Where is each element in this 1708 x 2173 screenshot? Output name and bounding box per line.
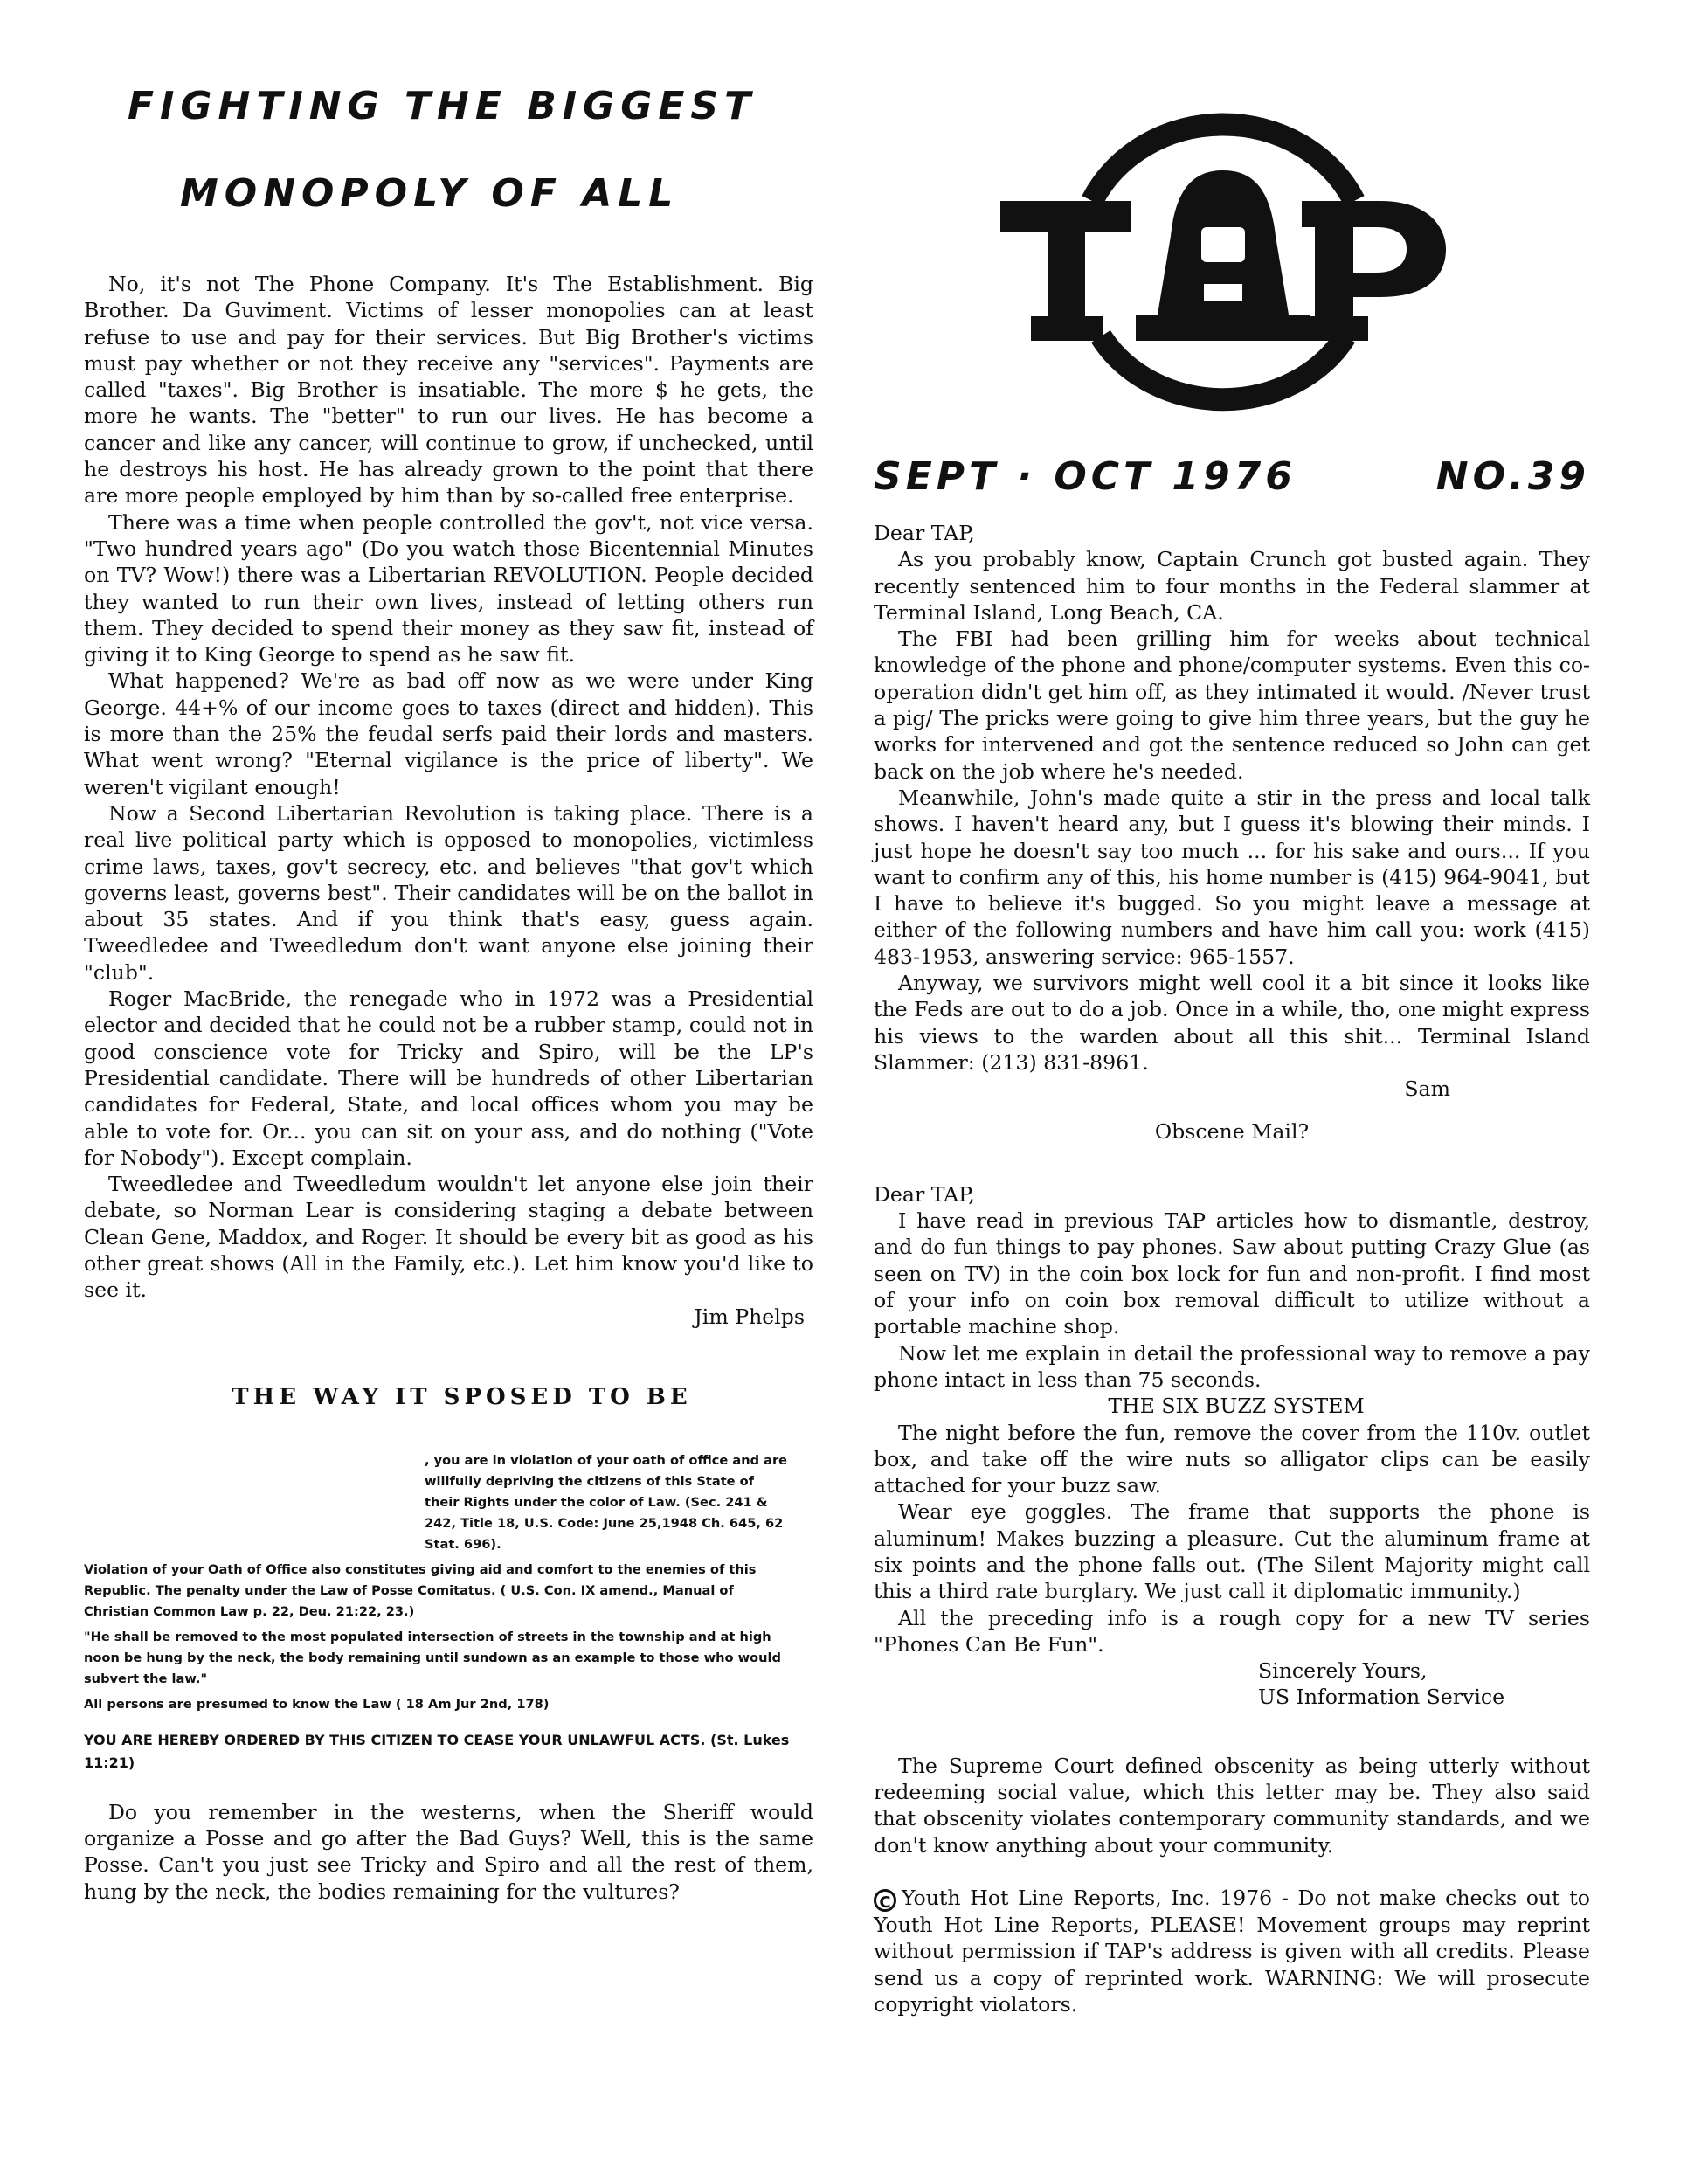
letter1-signature: Sam [1404,1076,1450,1102]
letter2-closing-name: US Information Service [1258,1685,1505,1710]
letter1-paragraph: As you probably know, Captain Crunch got busted again. They recently sentenced him to four months in the Federal slammer at Terminal Island, Long Beach, CA. [874,547,1590,625]
headline-line-2: MONOPOLY OF ALL [180,171,680,216]
six-buzz-system-title: THE SIX BUZZ SYSTEM [1108,1394,1365,1419]
copyright-notice [874,1885,1590,2017]
article-paragraph: There was a time when people controlled the gov't, not vice versa. "Two hundred years ago" (Do you watch those Bicentennial Minutes on TV? Wow!) there was a Libertarian REVOLUTION. People decided they wanted to run their own lives, instead of letting others run them. They decided to spend their money as they saw fit, instead of giving it to King George to spend as he saw fit. [84,509,813,668]
letter1-salutation: Dear TAP, [874,521,975,545]
left-column [84,84,813,1905]
letter2-title: Obscene Mail? [1154,1118,1310,1144]
legal-notice [84,1450,792,1775]
logo-arc-bottom [1101,336,1345,399]
letter2-paragraph: Now let me explain in detail the professional way to remove a pay phone intact in less than 75 seconds. [874,1340,1590,1392]
letter2-closing: Sincerely Yours, [1258,1658,1428,1684]
article-paragraph: Now a Second Libertarian Revolution is taking place. There is a real live political party which is opposed to monopolies, victimless crime laws, taxes, gov't secrecy, etc. and believes "that gov't which governs least, governs best". Their candidates will be on the ballot in about 35 states. And if you think that's easy, guess again. Tweedledee and Tweedledum don't want anyone else joining their "club". [84,800,813,985]
letter1-paragraph: Anyway, we survivors might well cool it a bit since it looks like the Feds are out to do a job. Once in a while, tho, one might express his views to the warden about all this shit... Terminal Island Slammer: (213) 831-8961. [874,971,1590,1075]
letter1-paragraph: The FBI had been grilling him for weeks about technical knowledge of the phone and phone/computer systems. Even this co-operation didn't get him off, as they intimated it would. /Never trust a pig/ The pricks were going to give him three years, but the guy he works for intervened and got the sentence reduced so John can get back on the job where he's needed. [874,626,1590,784]
article-paragraph: No, it's not The Phone Company. It's The Establishment. Big Brother. Da Guviment. Victims of lesser monopolies can at least refuse to use and pay for their services. But Big Brother's victims must pay whether or not they receive any "services". Payments are called "taxes". Big Brother is insatiable. The more $ he gets, the more he wants. The "better" to run our lives. He has become a cancer and like any cancer, will continue to grow, if unchecked, until he destroys his host. He has already grown to the point that there are more people employed by him than by so-called free enterprise. [84,272,813,509]
headline-line-1: FIGHTING THE BIGGEST [128,84,757,128]
tap-logo [996,87,1450,437]
copyright-icon: C [874,1889,896,1912]
letters-section [874,520,1590,2017]
article-posse [84,1799,813,1905]
notice-order: YOU ARE HEREBY ORDERED BY THIS CITIZEN TO CEASE YOUR UNLAWFUL ACTS. (St. Lukes 11:21) [84,1731,790,1771]
article-paragraph: Roger MacBride, the renegade who in 1972 was a Presidential elector and decided that he could not be a rubber stamp, could not in good conscience vote for Tricky and Spiro, will be the LP's Presidential candidate. There will be hundreds of other Libertarian candidates for Federal, State, and local offices whom you may be able to vote for. Or... you can sit on your ass, and do nothing ("Vote for Nobody"). Except complain. [84,986,813,1170]
letter2-paragraph: I have read in previous TAP articles how to dismantle, destroy, and do fun things to pay phones. Saw about putting Crazy Glue (as seen on TV) in the coin box lock for fun and non-profit. I find most of your info on coin box removal difficult to utilize without a portable machine shop. [874,1208,1590,1339]
issue-number: NO.39 [1435,454,1590,499]
notice-quote: "He shall be removed to the most populated intersection of streets in the township and at high noon be hung by the neck, the body remaining until sundown as an example to those who would subvert the law." [84,1629,781,1686]
letter2-salutation: Dear TAP, [874,1181,975,1207]
letter2-paragraph: The night before the fun, remove the cover from the 110v. outlet box, and take off the wire nuts so alligator clips can be easily attached for your buzz saw. [874,1420,1590,1498]
article-signature: Jim Phelps [694,1304,805,1329]
article-biggest-monopoly [84,271,813,1304]
issue-date: SEPT · OCT 1976 [874,454,1297,499]
article-paragraph: What happened? We're as bad off now as we were under King George. 44+% of our income goes to taxes (direct and hidden). This is more than the 25% the feudal serfs paid their lords and masters. What went wrong? "Eternal vigilance is the price of liberty". We weren't vigilant enough! [84,668,813,799]
letter1-paragraph: Meanwhile, John's made quite a stir in the press and local talk shows. I haven't heard any, but I guess it's blowing their minds. I just hope he doesn't say too much ... for his sake and ours... If you want to confirm any of this, his home number is (415) 964-9041, but I have to believe it's bugged. So you might leave a message at either of the following numbers and have him call you: work (415) 483-1953, answering service: 965-1557. [874,785,1590,969]
subhead-way-it-sposed: THE WAY IT SPOSED TO BE [232,1383,692,1410]
letter2-paragraph: Wear eye goggles. The frame that supports the phone is aluminum! Makes buzzing a pleasure. Cut the aluminum frame at six points and the phone falls out. (The Silent Majority might call this a third rate burglary. We just call it diplomatic immunity.) [874,1499,1590,1604]
article-paragraph: Tweedledee and Tweedledum wouldn't let anyone else join their debate, so Norman Lear is considering staging a debate between Clean Gene, Maddox, and Roger. It should be every bit as good as his other great shows (All in the Family, etc.). Let him know you'd like to see it. [84,1172,813,1303]
copyright-text: Youth Hot Line Reports, Inc. 1976 - Do not make checks out to Youth Hot Line Reports, PLEASE! Movement groups may reprint without permission if TAP's address is given with all credits. Please send us a copy of reprinted work. WARNING: We will prosecute copyright violators. [874,1885,1590,2017]
notice-paragraph: , you are in violation of your oath of office and are willfully depriving the citizens of this State of their Rights under the color of Law. (Sec. 241 & 242, Title 18, U.S. Code: June 25,1948 Ch. 645, 62 Stat. 696). [425,1452,788,1552]
article-paragraph: Do you remember in the westerns, when the Sheriff would organize a Posse and go after the Bad Guys? Well, this is the same Posse. Can't you just see Tricky and Spiro and all the rest of them, hung by the neck, the bodies remaining for the vultures? [84,1799,813,1904]
notice-paragraph: Violation of your Oath of Office also constitutes giving aid and comfort to the enemies of this Republic. The penalty under the Law of Posse Comitatus. ( U.S. Con. IX amend., Manual of Christian Common Law p. 22, Deu. 21:22, 23.) [84,1561,757,1619]
notice-paragraph: All persons are presumed to know the Law ( 18 Am Jur 2nd, 178) [84,1696,550,1712]
letter2-paragraph: All the preceding info is a rough copy for a new TV series "Phones Can Be Fun". [874,1605,1590,1657]
editor-note: The Supreme Court defined obscenity as being utterly without redeeming social value, which this letter may be. They also said that obscenity violates contemporary community standards, and we don't know anything about your community. [874,1753,1590,1858]
